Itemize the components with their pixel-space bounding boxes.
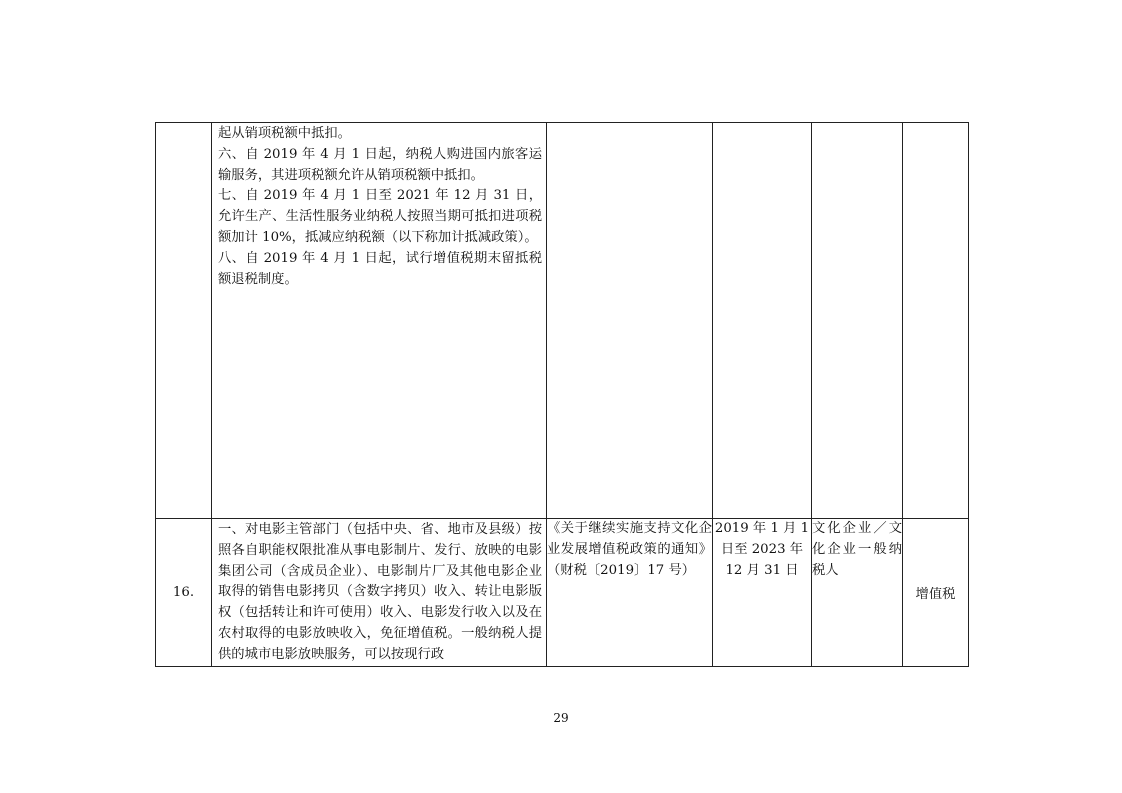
table-row: [156, 519, 969, 667]
policy-paragraph: 七、自 2019 年 4 月 1 日至 2021 年 12 月 31 日，允许生产、生活性服务业纳税人按照当期可抵扣进项税额加计 10%，抵减应纳税额（以下称加计抵减政策）。: [218, 188, 542, 245]
policy-table: [155, 122, 969, 667]
applicable-subject-cell: [812, 123, 903, 519]
tax-type-cell: 增值税: [903, 519, 969, 667]
applicable-subject-cell: 文化企业／文化企业一般纳税人: [812, 519, 903, 667]
tax-type-cell: [903, 123, 969, 519]
page-number: 29: [553, 711, 569, 725]
row-number-cell: 16.: [156, 519, 212, 667]
policy-paragraph: 起从销项税额中抵扣。: [218, 126, 351, 141]
table-row: [156, 123, 969, 519]
row-number-cell: [156, 123, 212, 519]
policy-paragraph: 八、自 2019 年 4 月 1 日起，试行增值税期末留抵税额退税制度。: [218, 250, 542, 287]
validity-period-cell: 2019 年 1 月 1 日至 2023 年 12 月 31 日: [713, 519, 812, 667]
validity-period-cell: [713, 123, 812, 519]
policy-document-cell: [547, 123, 713, 519]
policy-content-cell: [212, 519, 547, 667]
policy-document-cell: 《关于继续实施支持文化企业发展增值税政策的通知》（财税〔2019〕17 号）: [547, 519, 713, 667]
policy-paragraph: 六、自 2019 年 4 月 1 日起，纳税人购进国内旅客运输服务，其进项税额允许从销项税额中抵扣。: [218, 146, 542, 183]
policy-paragraph: 一、对电影主管部门（包括中央、省、地市及县级）按照各自职能权限批准从事电影制片、发行、放映的电影集团公司（含成员企业）、电影制片厂及其他电影企业取得的销售电影拷贝（含数字拷贝）收入、转让电影版权（包括转让和许可使用）收入、电影发行收入以及在农村取得的电影放映收入，免征增值税。一般纳税人提供的城市电影放映服务，可以按现行政: [218, 522, 542, 662]
policy-content-cell: [212, 123, 547, 519]
